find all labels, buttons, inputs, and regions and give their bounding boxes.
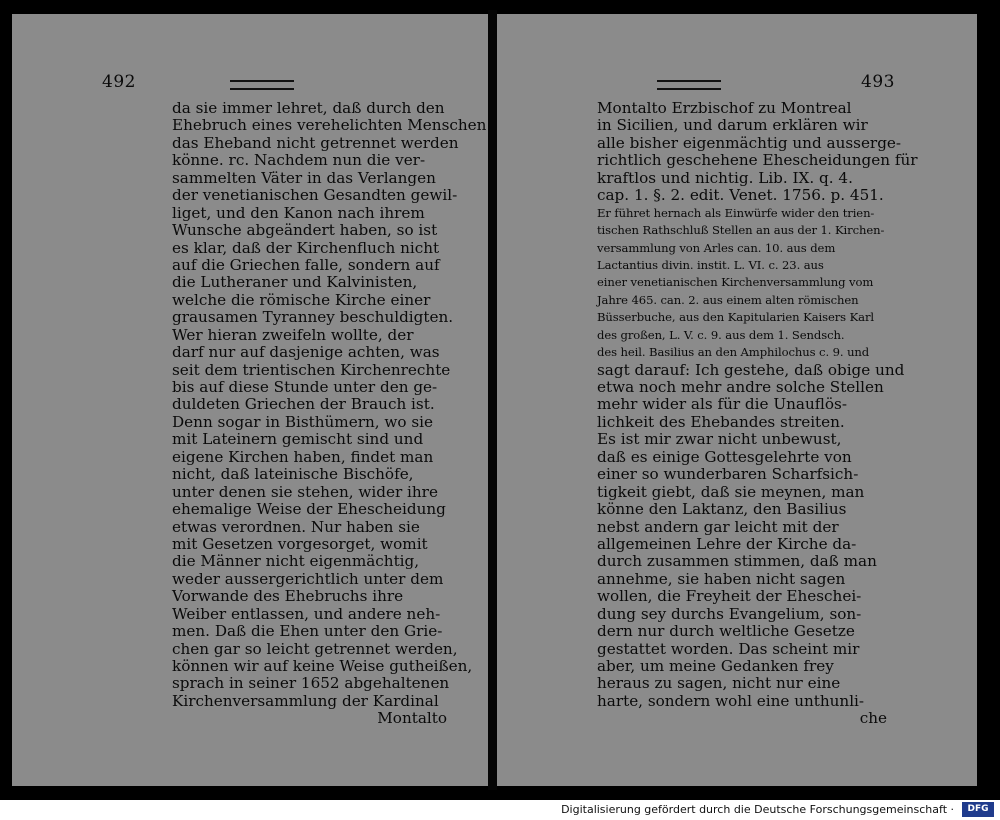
left-text-line: es klar, daß der Kirchenfluch nicht xyxy=(172,238,440,257)
right-page xyxy=(497,14,977,786)
left-text-line: duldeten Griechen der Brauch ist. xyxy=(172,395,435,414)
left-text-line: bis auf diese Stunde unter den ge- xyxy=(172,378,438,396)
page-number-left: 492 xyxy=(102,72,136,92)
right-text-line: richtlich geschehene Ehescheidungen für xyxy=(597,151,918,170)
left-text-line: mit Lateinern gemischt sind und xyxy=(172,430,424,449)
right-text-line: Büsserbuche, aus den Kapitularien Kaisers Karl xyxy=(597,310,875,325)
right-text-line: Er führet hernach als Einwürfe wider den trien- xyxy=(597,205,875,220)
left-text-line: könne. rc. Nachdem nun die ver- xyxy=(172,151,426,170)
left-text-line: können wir auf keine Weise gutheißen, xyxy=(172,657,473,675)
left-text-line: mit Gesetzen vorgesorget, womit xyxy=(172,534,428,553)
right-text-line: sagt darauf: Ich gestehe, daß obige und xyxy=(597,360,905,379)
left-text-line: men. Daß die Ehen unter den Grie- xyxy=(172,622,443,641)
right-text-line: Lactantius divin. instit. L. VI. c. 23. aus xyxy=(597,257,824,272)
right-text-line: lichkeit des Ehebandes streiten. xyxy=(597,412,845,431)
right-text-line: nebst andern gar leicht mit der xyxy=(597,517,839,536)
left-text-line: sprach in seiner 1652 abgehaltenen xyxy=(172,674,450,693)
right-text-line: dern nur durch weltliche Gesetze xyxy=(597,622,855,641)
left-page xyxy=(12,14,488,786)
right-text-line: tigkeit giebt, daß sie meynen, man xyxy=(597,482,865,501)
left-text-line: sammelten Väter in das Verlangen xyxy=(172,168,436,187)
right-text-line: annehme, sie haben nicht sagen xyxy=(597,569,846,588)
right-text-line: kraftlos und nichtig. Lib. IX. q. 4. xyxy=(597,168,853,187)
right-text-line: könne den Laktanz, den Basilius xyxy=(597,500,847,519)
left-text-line: da sie immer lehret, daß durch den xyxy=(172,99,445,117)
left-text-line: die Männer nicht eigenmächtig, xyxy=(172,552,420,571)
left-text-line: eigene Kirchen haben, findet man xyxy=(172,447,434,466)
right-text-line: alle bisher eigenmächtig und ausserge- xyxy=(597,133,902,152)
funding-notice: Digitalisierung gefördert durch die Deutsche Forschungsgemeinschaft · xyxy=(561,803,954,816)
right-page-text xyxy=(597,99,918,728)
left-text-line: weder aussergerichtlich unter dem xyxy=(172,569,444,588)
right-text-line: gestattet worden. Das scheint mir xyxy=(597,639,860,658)
right-text-line: Es ist mir zwar nicht unbewust, xyxy=(597,430,842,449)
left-text-line: grausamen Tyranney beschuldigten. xyxy=(172,308,454,327)
left-text-line: darf nur auf dasjenige achten, was xyxy=(172,343,440,362)
right-text-catchword: che xyxy=(859,709,887,728)
right-text-line: durch zusammen stimmen, daß man xyxy=(597,552,877,571)
right-text-line: mehr wider als für die Unauflös- xyxy=(597,395,847,414)
right-text-line: einer so wunderbaren Scharfsich- xyxy=(597,465,859,484)
right-text-line: etwa noch mehr andre solche Stellen xyxy=(597,378,884,396)
left-text-line: Vorwande des Ehebruchs ihre xyxy=(172,587,404,606)
left-text-line: liget, und den Kanon nach ihrem xyxy=(172,203,425,222)
right-text-line: cap. 1. §. 2. edit. Venet. 1756. p. 451. xyxy=(597,186,884,205)
right-text-line: in Sicilien, und darum erklären wir xyxy=(597,116,868,135)
left-text-line: welche die römische Kirche einer xyxy=(172,290,431,309)
left-text-line: die Lutheraner und Kalvinisten, xyxy=(172,273,418,292)
left-text-line: das Eheband nicht getrennet werden xyxy=(172,133,459,152)
right-text-line: harte, sondern wohl eine unthunli- xyxy=(597,691,865,710)
right-text-line: dung sey durchs Evangelium, son- xyxy=(597,604,862,623)
left-text-line: nicht, daß lateinische Bischöfe, xyxy=(172,465,414,484)
left-text-line: chen gar so leicht getrennet werden, xyxy=(172,639,458,658)
right-text-line: versammlung von Arles can. 10. aus dem xyxy=(597,240,836,255)
right-text-line: daß es einige Gottesgelehrte von xyxy=(597,447,852,466)
right-text-line: einer venetianischen Kirchenversammlung vom xyxy=(597,275,874,290)
left-text-catchword: Montalto xyxy=(377,709,447,728)
left-text-line: etwas verordnen. Nur haben sie xyxy=(172,517,420,536)
right-text-line: Montalto Erzbischof zu Montreal xyxy=(597,99,852,117)
right-text-line: wollen, die Freyheit der Eheschei- xyxy=(597,587,862,606)
left-text-line: Wer hieran zweifeln wollte, der xyxy=(172,325,414,344)
left-text-line: Denn sogar in Bisthümern, wo sie xyxy=(172,412,433,431)
right-text-line: Jahre 465. can. 2. aus einem alten römischen xyxy=(597,292,859,307)
header-rule-left xyxy=(230,80,294,90)
right-text-line: allgemeinen Lehre der Kirche da- xyxy=(597,534,857,553)
right-text-line: des großen, L. V. c. 9. aus dem 1. Sendsch. xyxy=(597,327,845,342)
right-text-line: heraus zu sagen, nicht nur eine xyxy=(597,674,841,693)
header-rule-right xyxy=(657,80,721,90)
left-text-line: seit dem trientischen Kirchenrechte xyxy=(172,360,451,379)
left-page-text xyxy=(172,99,487,728)
book-gutter xyxy=(488,10,497,790)
left-text-line: Ehebruch eines verehelichten Menschen xyxy=(172,116,487,135)
left-text-line: Kirchenversammlung der Kardinal xyxy=(172,691,439,710)
footer-bar xyxy=(0,800,1000,820)
dfg-logo: DFG xyxy=(962,802,994,817)
right-text-line: aber, um meine Gedanken frey xyxy=(597,657,834,675)
right-text-line: tischen Rathschluß Stellen an aus der 1. Kirchen- xyxy=(597,223,885,238)
left-text-line: Wunsche abgeändert haben, so ist xyxy=(172,221,438,240)
left-text-line: Weiber entlassen, und andere neh- xyxy=(172,604,441,623)
left-text-line: der venetianischen Gesandten gewil- xyxy=(172,186,458,205)
page-number-right: 493 xyxy=(861,72,895,92)
right-text-line: des heil. Basilius an den Amphilochus c. 9. und xyxy=(597,345,870,360)
left-text-line: ehemalige Weise der Ehescheidung xyxy=(172,500,446,519)
left-text-line: auf die Griechen falle, sondern auf xyxy=(172,255,440,274)
left-text-line: unter denen sie stehen, wider ihre xyxy=(172,482,438,501)
